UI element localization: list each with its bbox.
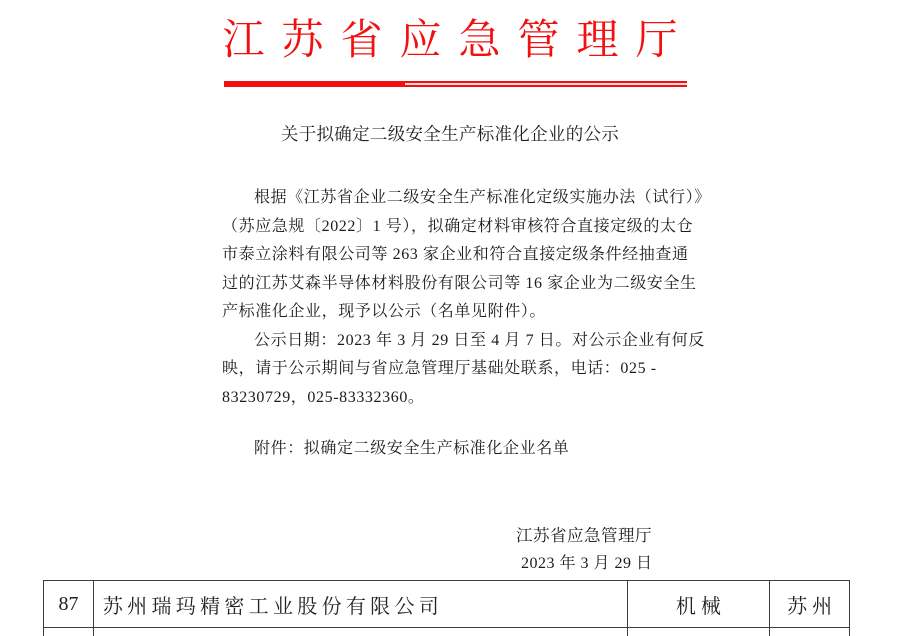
body-line: 公示日期：2023 年 3 月 29 日至 4 月 7 日。对公示企业有何反 <box>254 331 705 349</box>
enterprise-list-table <box>43 580 850 636</box>
table-cell-stub <box>628 628 771 636</box>
body-line: 市泰立涂料有限公司等 263 家企业和符合直接定级条件经抽查通 <box>222 246 689 263</box>
document-title: 关于拟确定二级安全生产标准化企业的公示 <box>280 124 620 144</box>
signature-agency-name: 江苏省应急管理厅 <box>516 526 652 545</box>
table-row-clipped <box>43 628 850 636</box>
body-line: 产标准化企业，现予以公示（名单见附件）。 <box>222 303 547 320</box>
table-cell-city: 苏州 <box>787 595 838 618</box>
table-row <box>43 580 850 628</box>
table-cell-stub <box>44 628 94 636</box>
letterhead-divider-line <box>224 81 687 87</box>
body-line: 根据《江苏省企业二级安全生产标准化定级实施办法（试行）》 <box>254 189 711 206</box>
body-line: 83230729，025-83332360。 <box>222 388 425 406</box>
document-body <box>222 184 711 412</box>
divider-striped-segment <box>405 81 687 87</box>
body-line: 映，请于公示期间与省应急管理厅基础处联系，电话：025 - <box>222 360 657 377</box>
attachment-reference-line: 附件：拟确定二级安全生产标准化企业名单 <box>254 440 570 457</box>
body-line: （苏应急规〔2022〕1 号），拟确定材料审核符合直接定级的太仓 <box>222 217 694 235</box>
signature-date: 2023 年 3 月 29 日 <box>521 555 653 572</box>
table-cell-industry: 机械 <box>628 581 771 627</box>
agency-header-title: 江苏省应急管理厅 <box>222 18 695 64</box>
table-cell-stub <box>94 628 628 636</box>
divider-solid-segment <box>224 81 405 87</box>
table-cell-stub <box>770 628 849 636</box>
table-cell-company-name: 苏州瑞玛精密工业股份有限公司 <box>94 581 628 627</box>
body-line: 过的江苏艾森半导体材料股份有限公司等 16 家企业为二级安全生 <box>222 274 697 292</box>
table-cell-number: 87 <box>44 581 94 627</box>
